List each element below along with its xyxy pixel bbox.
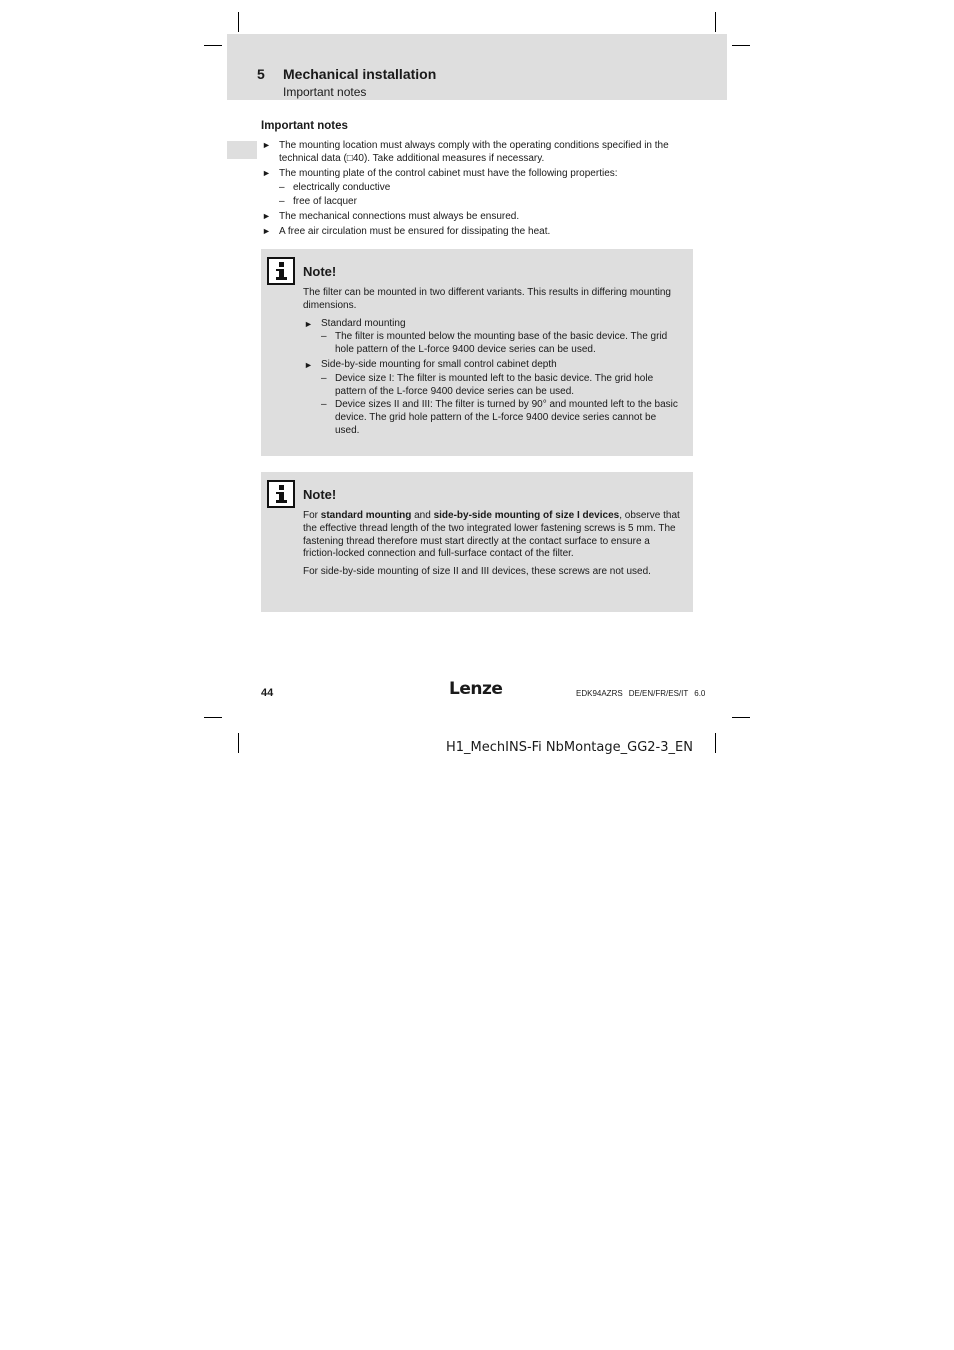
info-icon [267,480,295,508]
bullet-arrow-icon: ► [262,226,271,236]
bullet-arrow-icon: ► [304,359,313,370]
sub-list-item: – free of lacquer [279,196,357,207]
crop-mark [732,45,750,46]
crop-mark [715,733,716,753]
crop-mark [715,12,716,32]
note-sub-item: – The filter is mounted below the mounting base of the basic device. The grid hole pattern of the L-force 9400 device series can be used. [321,331,668,356]
chapter-number: 5 [257,66,265,82]
note-list-item: ► Side-by-side mounting for small control cabinet depth – Device size I: The filter is mounted left to the basic device. The grid hole pattern of the L-force 9400 device series can be used. – Device sizes II and III: The filter is turned by 90° and mounted left to the basic device. The grid hole pattern of the L-force 9400 device series cannot be used. [303,359,683,438]
note-title: Note! [303,487,337,502]
margin-marker [227,141,257,159]
chapter-subtitle: Important notes [283,85,367,99]
note-body: The filter can be mounted in two different variants. This results in differing mounting dimensions. ► Standard mounting – The filter is mounted below the mounting base of the basic device. The grid hole pattern of the L-force 9400 device series can be used. ► Side-by-side mounting for small control cabinet depth – Device size I: The filter is mounted left to the basic device. The grid hole pattern of the L-force 9400 device series can be used. – Device sizes II and III: The filter is turned by 90° and mounted left to the basic device. The grid hole pattern of the L-force 9400 device series cannot be used. [303,287,683,438]
lenze-logo: Lenze [449,679,503,699]
bullet-arrow-icon: ► [262,211,271,221]
list-item: ► The mechanical connections must always be ensured. [262,211,520,222]
bullet-arrow-icon: ► [304,318,313,329]
important-notes-list [261,139,693,240]
note-box-mounting-variants [261,249,693,456]
crop-mark [732,717,750,718]
note-body: For standard mounting and side-by-side mounting of size I devices, observe that the effective thread length of the two integrated lower fastening screws is 5 mm. The fastening thread therefore must start directly at the contact surface to ensure a friction-locked connection and full-surface contact of the filter. For side-by-side mounting of size II and III devices, these screws are not used. [303,510,680,578]
sub-list-item: – electrically conductive [279,182,391,193]
crop-mark [204,45,222,46]
list-item: ► The mounting plate of the control cabinet must have the following properties: – electrically conductive – free of lacquer [261,167,693,208]
page-number: 44 [261,687,274,699]
crop-mark [238,12,239,32]
bullet-arrow-icon: ► [262,140,271,150]
chapter-title: Mechanical installation [283,66,437,82]
list-item: ► A free air circulation must be ensured for dissipating the heat. [262,226,551,237]
file-label: H1_MechINS-Fi NbMontage_GG2-3_EN [446,740,693,755]
list-item: ► The mounting location must always comply with the operating conditions specified in the technical data (□40). Take additional measures if necessary. [262,140,669,164]
crop-mark [238,733,239,753]
note-sub-item: – Device sizes II and III: The filter is turned by 90° and mounted left to the basic device. The grid hole pattern of the L-force 9400 device series cannot be used. [321,399,678,436]
info-icon [267,257,295,285]
bullet-arrow-icon: ► [262,168,271,178]
section-heading: Important notes [261,120,348,132]
note-list-item: ► Standard mounting – The filter is mounted below the mounting base of the basic device. The grid hole pattern of the L-force 9400 device series can be used. [303,318,683,357]
note-box-fastening-screws [261,472,693,612]
crop-mark [204,717,222,718]
document-code: EDK94AZRS DE/EN/FR/ES/IT 6.0 [576,689,706,698]
note-sub-item: – Device size I: The filter is mounted left to the basic device. The grid hole pattern of the L-force 9400 device series can be used. [321,372,654,397]
note-title: Note! [303,264,337,279]
